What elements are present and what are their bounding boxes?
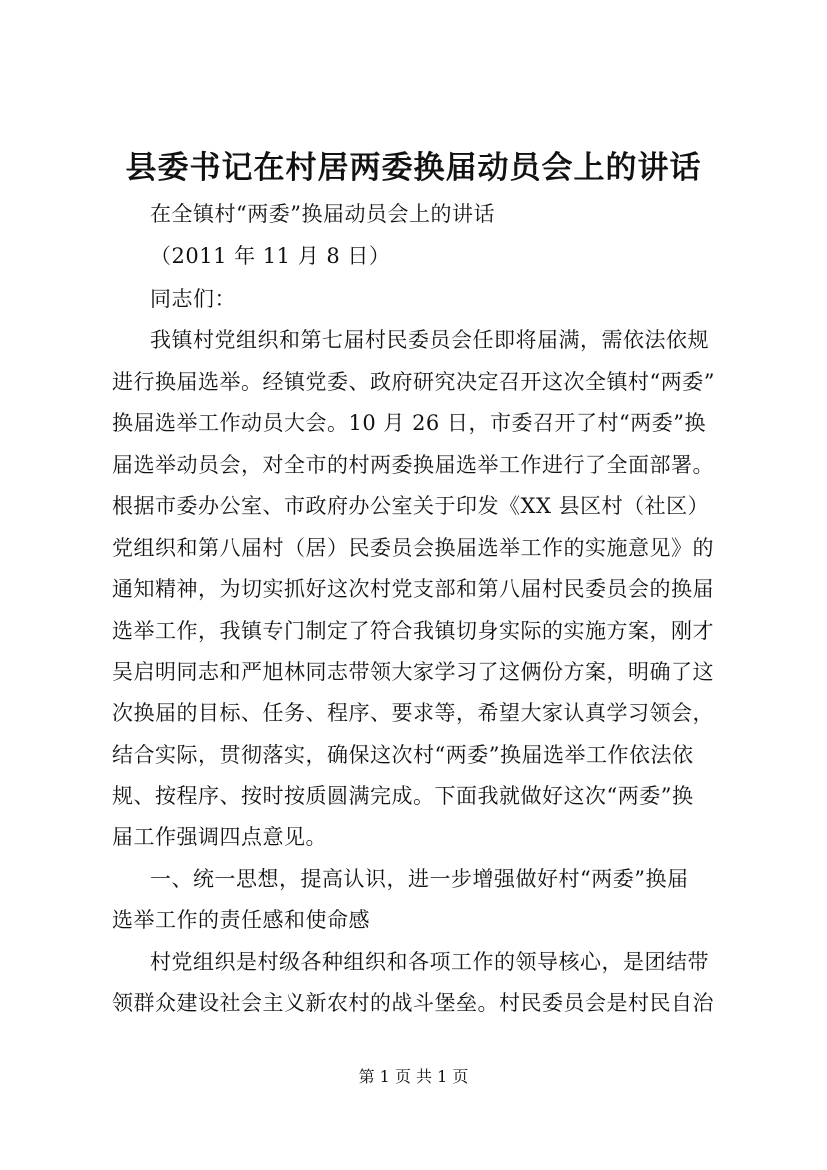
body-line: 规、按程序、按时按质圆满完成。下面我就做好这次“两委”换 bbox=[112, 784, 694, 808]
body-line: 届工作强调四点意见。 bbox=[112, 825, 327, 849]
body-line: 次换届的目标、任务、程序、要求等，希望大家认真学习领会， bbox=[112, 701, 714, 725]
body-line: 结合实际，贯彻落实，确保这次村“两委”换届选举工作依法依 bbox=[112, 743, 694, 767]
body-line: 进行换届选举。经镇党委、政府研究决定召开这次全镇村“两委” bbox=[112, 370, 715, 394]
section-heading: 选举工作的责任感和使命感 bbox=[112, 908, 370, 932]
section-heading: 一、统一思想，提高认识，进一步增强做好村“两委”换届 bbox=[150, 867, 689, 891]
body-line: 村党组织是村级各种组织和各项工作的领导核心，是团结带 bbox=[150, 950, 709, 974]
body-line: 根据市委办公室、市政府办公室关于印发《XX 县区村（社区） bbox=[112, 494, 710, 518]
body-line: 通知精神，为切实抓好这次村党支部和第八届村民委员会的换届 bbox=[112, 577, 714, 601]
body-line: 吴启明同志和严旭林同志带领大家学习了这俩份方案，明确了这 bbox=[112, 660, 714, 684]
page-footer: 第 1 页 共 1 页 bbox=[358, 1067, 469, 1086]
document-title: 县委书记在村居两委换届动员会上的讲话 bbox=[125, 150, 702, 186]
body-line: 党组织和第八届村（居）民委员会换届选举工作的实施意见》的 bbox=[112, 536, 714, 560]
document-subtitle: 在全镇村“两委”换届动员会上的讲话 bbox=[150, 202, 495, 226]
salutation: 同志们： bbox=[150, 287, 236, 311]
document-date: （2011 年 11 月 8 日） bbox=[150, 244, 391, 268]
body-line: 选举工作，我镇专门制定了符合我镇切身实际的实施方案，刚才 bbox=[112, 619, 714, 643]
body-line: 我镇村党组织和第七届村民委员会任即将届满，需依法依规 bbox=[150, 328, 709, 352]
body-line: 换届选举工作动员大会。10 月 26 日，市委召开了村“两委”换 bbox=[112, 411, 706, 435]
body-line: 领群众建设社会主义新农村的战斗堡垒。村民委员会是村民自治 bbox=[112, 991, 714, 1015]
body-line: 届选举动员会，对全市的村两委换届选举工作进行了全面部署。 bbox=[112, 453, 714, 477]
